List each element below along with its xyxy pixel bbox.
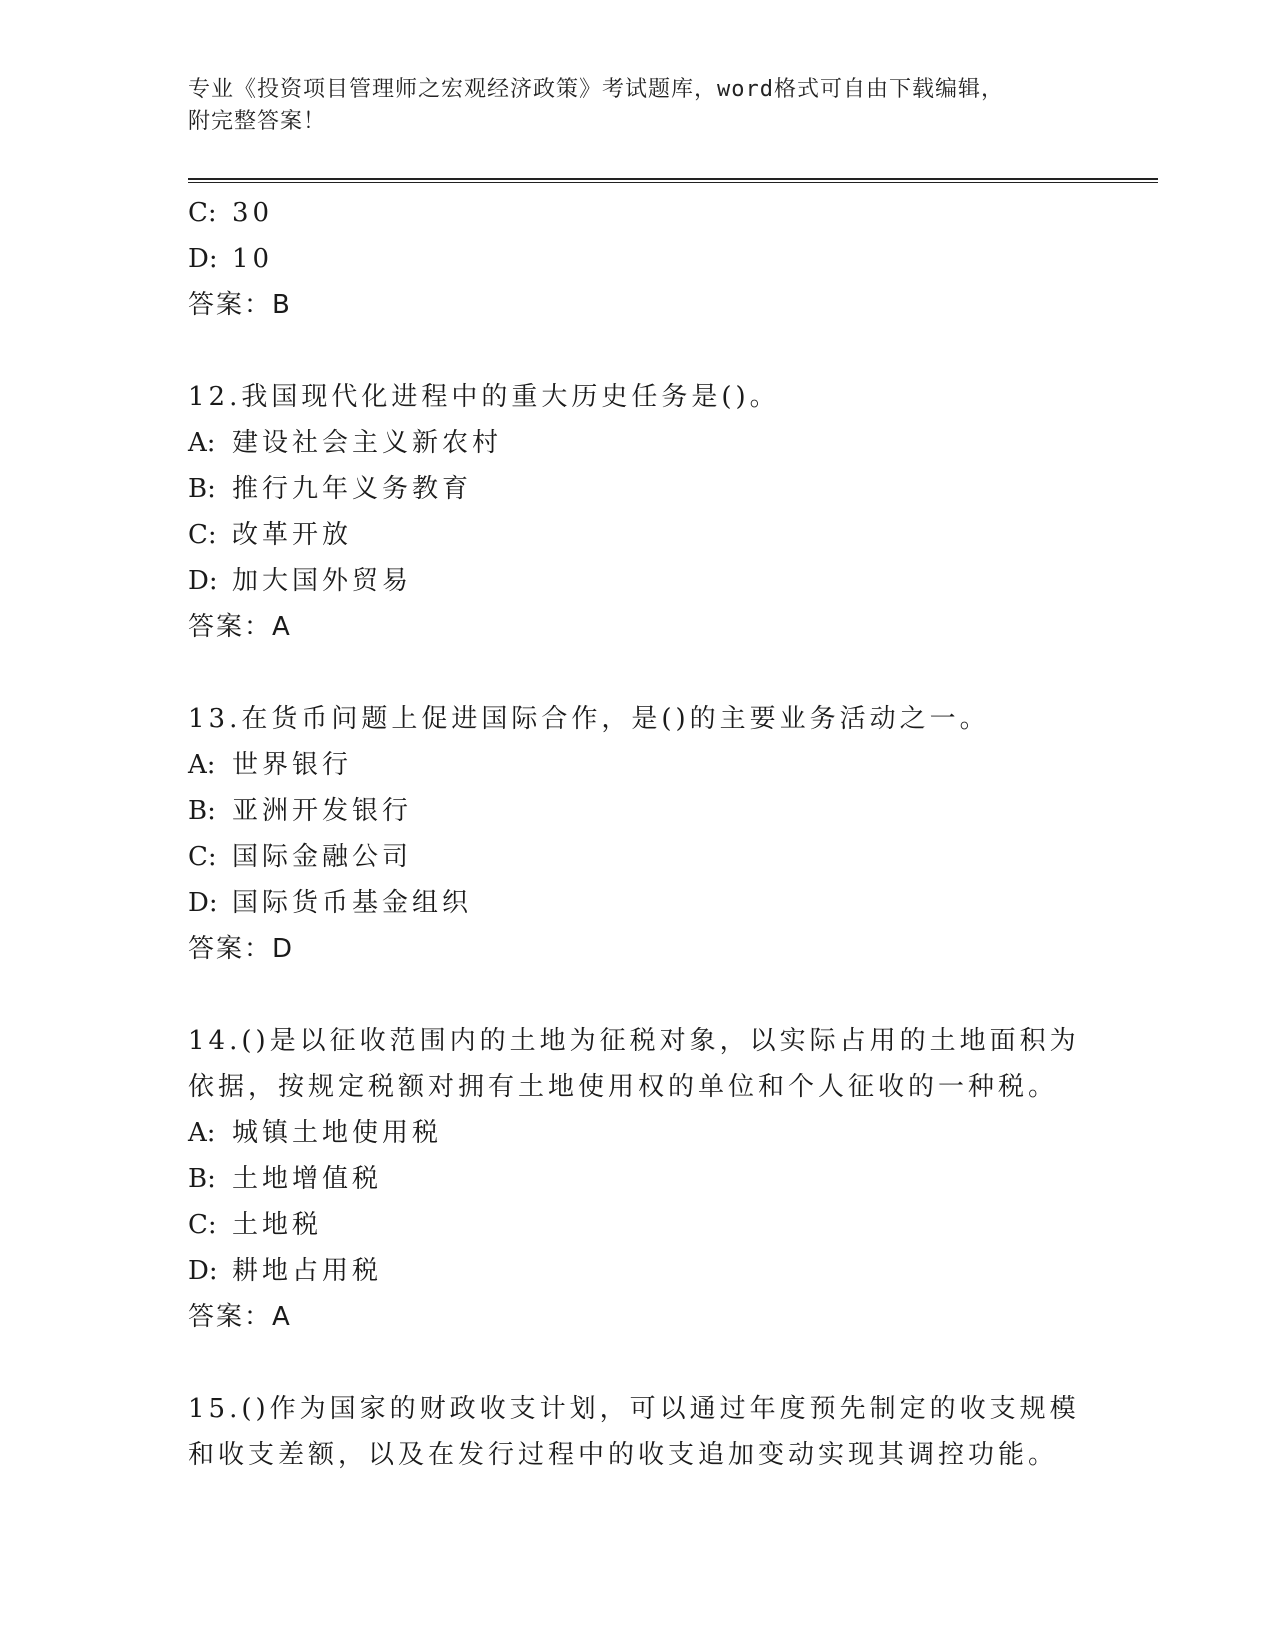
option-d [188,1248,1088,1294]
option-b [188,788,1088,834]
header-line-2: 附完整答案！ [188,109,327,134]
option-d [188,880,1088,926]
option-d [188,236,1088,282]
option-text: 土地税 [232,1210,323,1240]
option-text: 改革开放 [232,520,353,550]
option-label: A: [188,1118,216,1148]
option-c [188,1202,1088,1248]
option-text: 亚洲开发银行 [232,796,413,826]
option-text: 城镇土地使用税 [232,1118,443,1148]
question-stem: 15.()作为国家的财政收支计划，可以通过年度预先制定的收支规模和收支差额，以及在发行过程中的收支追加变动实现其调控功能。 [188,1394,1080,1470]
option-text: 耕地占用税 [232,1256,383,1286]
option-label: C: [188,1210,217,1240]
option-a [188,1110,1088,1156]
option-text: 土地增值税 [232,1164,383,1194]
option-a [188,742,1088,788]
question-list [188,190,1088,1478]
option-label: A: [188,750,216,780]
spacer [188,1340,1088,1386]
option-text: 国际金融公司 [232,842,413,872]
option-c [188,512,1088,558]
option-label: B: [188,1164,216,1194]
option-d [188,558,1088,604]
option-text: 推行九年义务教育 [232,474,473,504]
question-15 [188,1386,1088,1478]
spacer [188,328,1088,374]
option-label: C: [188,198,217,228]
answer-line: 答案：A [188,1302,292,1332]
option-c [188,190,1088,236]
option-c [188,834,1088,880]
option-text: 建设社会主义新农村 [232,428,503,458]
question-stem: 12.我国现代化进程中的重大历史任务是()。 [188,382,780,412]
question-11-tail [188,190,1088,328]
answer-line: 答案：B [188,290,292,320]
option-label: D: [188,1256,218,1286]
question-14 [188,1018,1088,1340]
option-label: B: [188,474,216,504]
option-text: 加大国外贸易 [232,566,413,596]
answer-line: 答案：A [188,612,292,642]
question-stem: 14.()是以征收范围内的土地为征税对象，以实际占用的土地面积为依据，按规定税额对拥有土地使用权的单位和个人征收的一种税。 [188,1026,1080,1102]
option-b [188,1156,1088,1202]
question-13 [188,696,1088,972]
option-label: C: [188,842,217,872]
spacer [188,972,1088,1018]
question-12 [188,374,1088,650]
option-b [188,466,1088,512]
header-line-1: 专业《投资项目管理师之宏观经济政策》考试题库，word格式可自由下载编辑， [188,77,1004,102]
option-text: 国际货币基金组织 [232,888,473,918]
document-header [188,74,1068,138]
option-text: 30 [232,198,274,228]
spacer [188,650,1088,696]
option-text: 10 [232,244,274,274]
answer-line: 答案：D [188,934,295,964]
header-divider [188,178,1158,183]
question-stem: 13.在货币问题上促进国际合作，是()的主要业务活动之一。 [188,704,990,734]
option-label: B: [188,796,216,826]
option-label: D: [188,244,218,274]
option-label: D: [188,888,218,918]
option-label: C: [188,520,217,550]
option-label: A: [188,428,216,458]
option-a [188,420,1088,466]
option-text: 世界银行 [232,750,353,780]
option-label: D: [188,566,218,596]
